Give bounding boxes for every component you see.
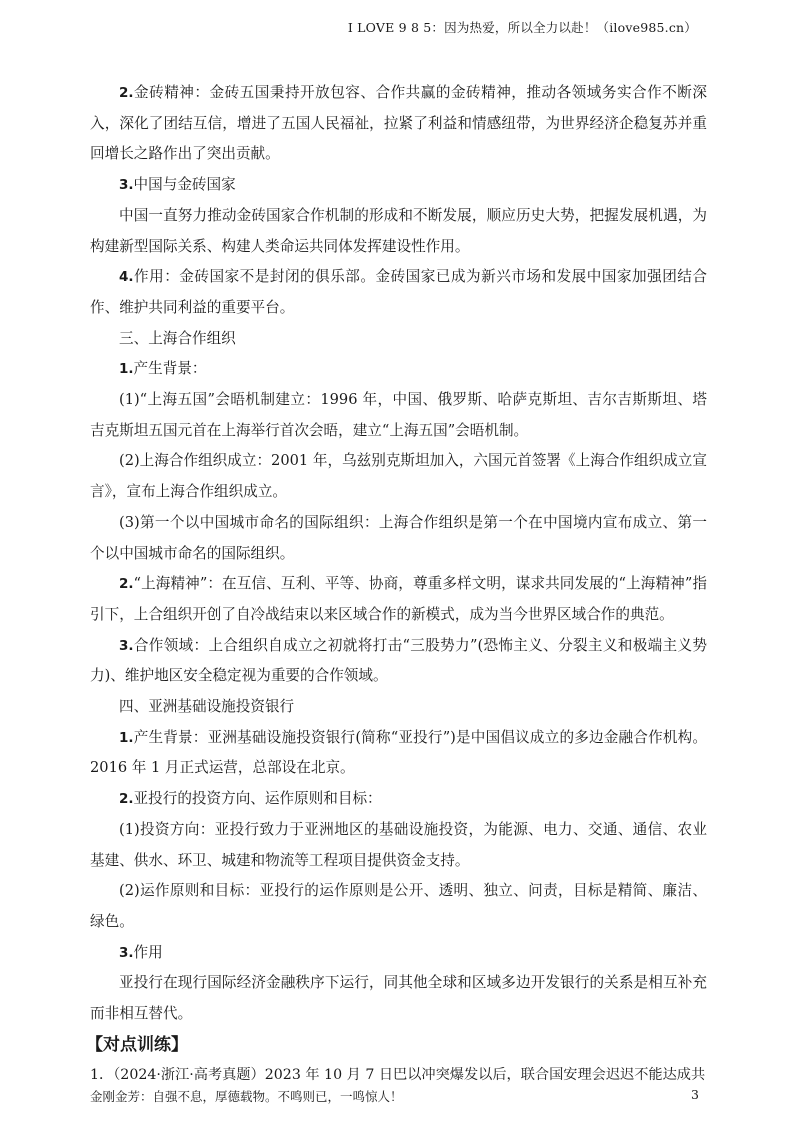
footer-motto: 金刚金芳：自强不息，厚德载物。不鸣则已，一鸣惊人！ — [90, 1089, 403, 1104]
paragraph-text: 四、亚洲基础设施投资银行 — [119, 698, 295, 716]
paragraph — [90, 201, 707, 262]
page-header: I LOVE 9 8 5：因为热爱，所以全力以赴！（ilove985.cn） — [347, 20, 697, 35]
paragraph-text: “上海精神”：在互信、互利、平等、协商，尊重多样文明，谋求共同发展的“上海精神”指引下，上合组织开创了自冷战结束以来区域合作的新模式，成为当今世界区域合作的典范。 — [90, 575, 707, 623]
paragraph-text: (3)第一个以中国城市命名的国际组织：上海合作组织是第一个在中国境内宣布成立、第一个以中国城市命名的国际组织。 — [90, 513, 707, 562]
paragraph-number: 2. — [119, 791, 134, 808]
paragraph — [90, 385, 707, 446]
paragraph-text: 产生背景： — [133, 360, 207, 378]
paragraph — [90, 508, 707, 569]
paragraph-text: 合作领域：上合组织自成立之初就将打击“三股势力”(恐怖主义、分裂主义和极端主义势力)、维护地区安全稳定视为重要的合作领域。 — [90, 636, 707, 685]
page-body — [86, 78, 707, 1090]
paragraph-number: 2. — [119, 85, 134, 101]
paragraph — [90, 78, 707, 170]
question-text: 1．（2024·浙江·高考真题）2023 年 10 月 7 日巴以冲突爆发以后，联合国安理会迟迟不能达成共 — [90, 1066, 706, 1083]
paragraph-text: (2)上海合作组织成立：2001 年，乌兹别克斯坦加入，六国元首签署《上海合作组织成立宣言》，宣布上海合作组织成立。 — [90, 452, 707, 501]
paragraph-text: 产生背景：亚洲基础设施投资银行(简称“亚投行”)是中国倡议成立的多边金融合作机构。2016 年 1 月正式运营，总部设在北京。 — [90, 728, 707, 777]
paragraph-text: 作用：金砖国家不是封闭的俱乐部。金砖国家已成为新兴市场和发展中国家加强团结合作、维护共同利益的重要平台。 — [90, 268, 707, 316]
paragraph — [90, 170, 707, 201]
paragraph-number: 3. — [119, 177, 134, 194]
paragraph — [90, 631, 707, 692]
paragraph-number: 3. — [119, 637, 134, 654]
paragraph-number: 3. — [119, 944, 134, 961]
paragraph-text: (2)运作原则和目标：亚投行的运作原则是公开、透明、独立、问责，目标是精简、廉洁、绿色。 — [90, 882, 707, 930]
paragraph-text: (1)“上海五国”会晤机制建立：1996 年，中国、俄罗斯、哈萨克斯坦、吉尔吉斯斯坦、塔吉克斯坦五国元首在上海举行首次会晤，建立“上海五国”会晤机制。 — [90, 391, 707, 439]
paragraph-text: 中国一直努力推动金砖国家合作机制的形成和不断发展，顺应历史大势，把握发展机遇，为构建新型国际关系、构建人类命运共同体发挥建设性作用。 — [90, 206, 707, 255]
paragraph — [90, 723, 707, 784]
paragraph-text: (1)投资方向：亚投行致力于亚洲地区的基础设施投资，为能源、电力、交通、通信、农业基建、供水、环卫、城建和物流等工程项目提供资金支持。 — [90, 820, 707, 869]
paragraph — [90, 815, 707, 876]
page-number: 3 — [691, 1087, 699, 1102]
paragraph-text: 中国与金砖国家 — [133, 176, 236, 194]
paragraph — [90, 354, 707, 385]
paragraph-list — [90, 78, 707, 1030]
paragraph-number: 1. — [119, 361, 134, 378]
paragraph-text: 亚投行的投资方向、运作原则和目标： — [133, 790, 382, 808]
section-title: 【对点训练】 — [86, 1034, 188, 1055]
paragraph — [90, 446, 707, 507]
paragraph — [90, 968, 707, 1029]
paragraph — [90, 569, 707, 630]
paragraph-number: 2. — [119, 576, 134, 593]
paragraph-text: 亚投行在现行国际经济金融秩序下运行，同其他全球和区域多边开发银行的关系是相互补充而非相互替代。 — [90, 974, 707, 1023]
paragraph-text: 三、上海合作组织 — [119, 329, 236, 347]
paragraph — [90, 262, 707, 323]
paragraph-text: 金砖精神：金砖五国秉持开放包容、合作共赢的金砖精神，推动各领域务实合作不断深入，深化了团结互信，增进了五国人民福祉，拉紧了利益和情感纽带，为世界经济企稳复苏并重回增长之路作出了突出贡献。 — [90, 84, 707, 163]
paragraph — [90, 784, 707, 815]
paragraph-number: 1. — [119, 729, 134, 746]
paragraph — [90, 324, 707, 355]
paragraph — [90, 692, 707, 723]
paragraph — [90, 876, 707, 937]
paragraph — [90, 938, 707, 969]
paragraph-number: 4. — [119, 269, 134, 286]
paragraph-text: 作用 — [133, 943, 163, 961]
